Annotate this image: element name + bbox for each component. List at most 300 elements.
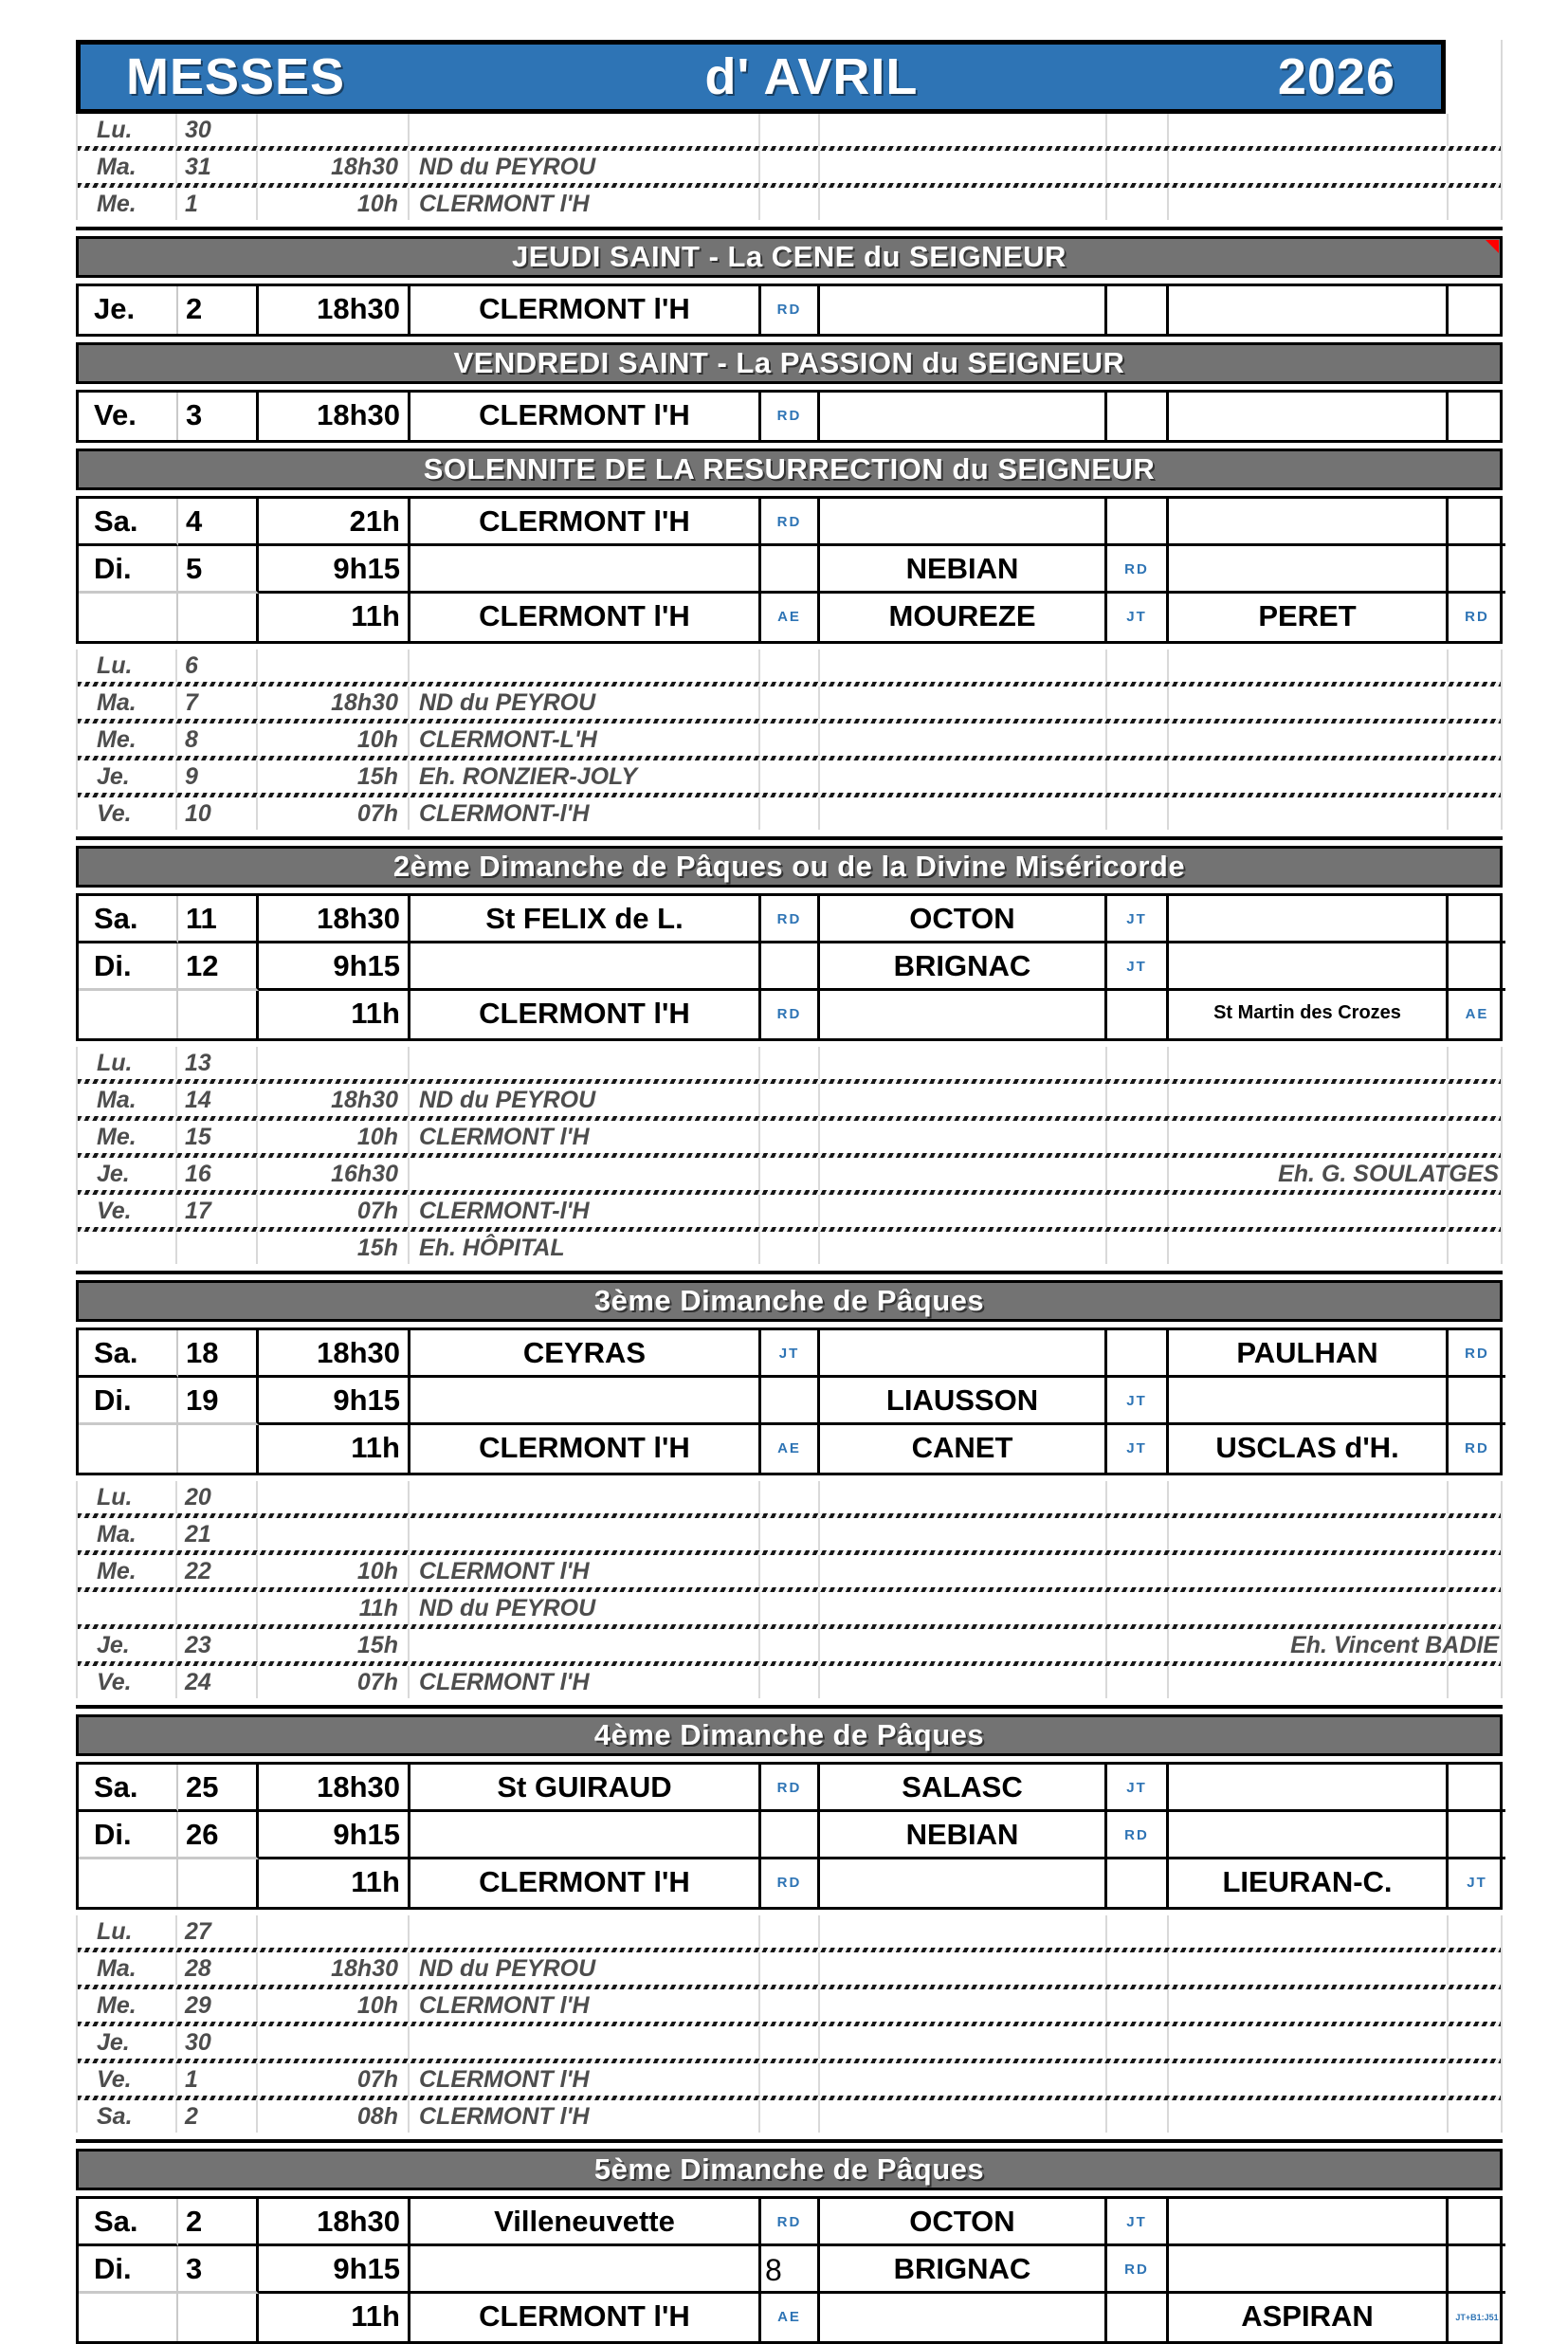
date-cell: 16: [177, 1158, 258, 1190]
mass-row: [79, 393, 1500, 440]
weekday-block: [76, 1915, 1503, 2133]
right-note-cell: [760, 760, 1504, 793]
right-note-cell: [760, 1915, 1504, 1948]
location-cell: [410, 114, 760, 146]
time-cell: 08h: [258, 2100, 410, 2133]
schedule-sections: [76, 114, 1503, 2344]
time-cell: 11h: [259, 1425, 410, 1473]
initials1-cell: 8: [761, 2246, 820, 2294]
initials3-cell: [1449, 499, 1505, 546]
initials1-cell: AE: [761, 594, 820, 641]
location1-cell: St GUIRAUD: [410, 1765, 761, 1812]
initials3-cell: [1449, 1765, 1505, 1812]
weekday-row: [78, 650, 1501, 682]
initials2-cell: [1107, 286, 1169, 334]
time-cell: 11h: [259, 2294, 410, 2341]
initials3-cell: JT+B1:J51: [1455, 2313, 1499, 2322]
mass-row: [79, 1425, 1500, 1473]
date-cell: 13: [177, 1047, 258, 1079]
mass-row: [79, 594, 1500, 641]
location-cell: CLERMONT l'H: [410, 1121, 760, 1153]
day-cell: Me.: [78, 1121, 177, 1153]
time-cell: [258, 1915, 410, 1948]
thick-divider: [76, 1705, 1503, 1709]
date-cell: 17: [177, 1195, 258, 1227]
weekday-row: [78, 1555, 1501, 1587]
day-cell: Ma.: [78, 687, 177, 719]
day-cell: Ma.: [78, 1952, 177, 1985]
weekday-row: [78, 1629, 1501, 1661]
time-cell: 18h30: [259, 1765, 410, 1812]
time-cell: 18h30: [259, 896, 410, 943]
right-note-cell: [760, 1121, 1504, 1153]
time-cell: [258, 1518, 410, 1550]
location1-cell: [410, 1812, 761, 1859]
time-cell: 21h: [259, 499, 410, 546]
location3-cell: [1169, 896, 1449, 943]
location1-cell: [410, 1378, 761, 1425]
location-cell: CLERMONT l'H: [410, 188, 760, 220]
date-cell: 2: [178, 286, 259, 334]
date-cell: 30: [177, 114, 258, 146]
date-cell: 19: [178, 1378, 259, 1425]
location2-cell: MOUREZE: [820, 594, 1107, 641]
initials3-cell: [1449, 1812, 1505, 1859]
initials2-cell: JT: [1107, 1765, 1169, 1812]
time-cell: 18h30: [258, 151, 410, 183]
mass-row: [79, 2294, 1500, 2341]
initials2-cell: JT: [1107, 896, 1169, 943]
weekday-row: [78, 1915, 1501, 1948]
weekday-block: [76, 1481, 1503, 1698]
location3-cell: USCLAS d'H.: [1169, 1425, 1449, 1473]
time-cell: 10h: [258, 723, 410, 756]
date-cell: 15: [177, 1121, 258, 1153]
weekday-row: [78, 151, 1501, 183]
day-cell: Me.: [78, 723, 177, 756]
location1-cell: CEYRAS: [410, 1330, 761, 1378]
location-cell: Eh. RONZIER-JOLY: [410, 760, 760, 793]
time-cell: 10h: [258, 1121, 410, 1153]
right-note-cell: [760, 797, 1504, 830]
right-note-cell: [760, 1666, 1504, 1698]
thick-divider: [76, 227, 1503, 230]
day-cell: [79, 1859, 178, 1907]
day-cell: Sa.: [79, 896, 178, 943]
mass-block: [76, 390, 1503, 443]
time-cell: 07h: [258, 1195, 410, 1227]
mass-row: [79, 546, 1500, 594]
date-cell: [177, 1232, 258, 1264]
initials2-cell: JT: [1107, 1425, 1169, 1473]
location3-cell: [1169, 1765, 1449, 1812]
weekday-block: [76, 650, 1503, 830]
feast-banner-label: SOLENNITE DE LA RESURRECTION du SEIGNEUR: [423, 452, 1156, 485]
day-cell: Ma.: [78, 1518, 177, 1550]
day-cell: Di.: [79, 546, 178, 594]
weekday-row: [78, 1952, 1501, 1985]
mass-row: [79, 499, 1500, 546]
day-cell: Je.: [78, 1629, 177, 1661]
title-side-cell: [1446, 40, 1503, 114]
initials1-cell: RD: [761, 1859, 820, 1907]
day-cell: [79, 991, 178, 1038]
right-note-cell: [760, 1195, 1504, 1227]
day-cell: Lu.: [78, 114, 177, 146]
location1-cell: CLERMONT l'H: [410, 991, 761, 1038]
location1-cell: [410, 546, 761, 594]
date-cell: 20: [177, 1481, 258, 1513]
mass-row: [79, 991, 1500, 1038]
day-cell: Je.: [79, 286, 178, 334]
right-note-cell: [760, 2026, 1504, 2059]
initials2-cell: JT: [1107, 943, 1169, 991]
time-cell: 9h15: [259, 1378, 410, 1425]
initials1-cell: RD: [761, 499, 820, 546]
location1-cell: Villeneuvette: [410, 2199, 761, 2246]
time-cell: 11h: [258, 1592, 410, 1624]
initials2-cell: [1107, 2294, 1169, 2341]
location2-cell: [820, 1330, 1107, 1378]
date-cell: [178, 594, 259, 641]
time-cell: 18h30: [259, 2199, 410, 2246]
initials3-cell: RD: [1449, 1330, 1505, 1378]
location3-cell: [1169, 2246, 1449, 2294]
initials2-cell: [1107, 991, 1169, 1038]
location3-cell: [1169, 943, 1449, 991]
day-cell: Di.: [79, 1812, 178, 1859]
location-cell: ND du PEYROU: [410, 151, 760, 183]
mass-block: [76, 496, 1503, 644]
location2-cell: [820, 499, 1107, 546]
day-cell: Ma.: [78, 151, 177, 183]
weekday-row: [78, 1084, 1501, 1116]
location2-cell: LIAUSSON: [820, 1378, 1107, 1425]
location3-cell: [1169, 2199, 1449, 2246]
weekday-row: [78, 687, 1501, 719]
right-note-cell: [760, 114, 1504, 146]
date-cell: 12: [178, 943, 259, 991]
initials3-cell: [1449, 943, 1505, 991]
mass-row: [79, 943, 1500, 991]
day-cell: [79, 2294, 178, 2341]
initials2-cell: JT: [1107, 594, 1169, 641]
date-cell: [178, 1425, 259, 1473]
weekday-row: [78, 1592, 1501, 1624]
initials3-cell: AE: [1465, 1006, 1489, 1022]
location1-cell: CLERMONT l'H: [410, 594, 761, 641]
date-cell: 21: [177, 1518, 258, 1550]
right-note-cell: [760, 1232, 1504, 1264]
location1-cell: [410, 2246, 761, 2294]
day-cell: Sa.: [78, 2100, 177, 2133]
time-cell: [258, 650, 410, 682]
location3-cell: PAULHAN: [1169, 1330, 1449, 1378]
location3-cell: PERET: [1169, 594, 1449, 641]
date-cell: [178, 991, 259, 1038]
location-cell: CLERMONT l'H: [410, 1555, 760, 1587]
day-cell: Sa.: [79, 1765, 178, 1812]
right-note-cell: [760, 188, 1504, 220]
day-cell: Sa.: [79, 2199, 178, 2246]
day-cell: Ve.: [78, 797, 177, 830]
location-cell: ND du PEYROU: [410, 1952, 760, 1985]
date-cell: 29: [177, 1989, 258, 2022]
location2-cell: SALASC: [820, 1765, 1107, 1812]
title-year: 2026: [1277, 48, 1395, 105]
right-note-cell: [760, 1555, 1504, 1587]
initials1-cell: AE: [761, 1425, 820, 1473]
mass-row: [79, 2246, 1500, 2294]
weekday-row: [78, 188, 1501, 220]
day-cell: Di.: [79, 2246, 178, 2294]
date-cell: 11: [178, 896, 259, 943]
day-cell: Ve.: [78, 1666, 177, 1698]
location3-cell: [1169, 286, 1449, 334]
location2-cell: [820, 1859, 1107, 1907]
initials2-cell: JT: [1107, 1378, 1169, 1425]
feast-banner-label: 2ème Dimanche de Pâques ou de la Divine Miséricorde: [392, 850, 1186, 883]
date-cell: 5: [178, 546, 259, 594]
day-cell: Ma.: [78, 1084, 177, 1116]
time-cell: 15h: [258, 1232, 410, 1264]
day-cell: Me.: [78, 1989, 177, 2022]
time-cell: [258, 1481, 410, 1513]
weekday-row: [78, 797, 1501, 830]
date-cell: 2: [178, 2199, 259, 2246]
time-cell: 11h: [259, 1859, 410, 1907]
location3-cell: [1169, 1378, 1449, 1425]
location2-cell: [820, 2294, 1107, 2341]
location2-cell: [820, 991, 1107, 1038]
mass-row: [79, 2199, 1500, 2246]
right-note-cell: [760, 1989, 1504, 2022]
location-cell: [410, 1915, 760, 1948]
location-cell: [410, 1047, 760, 1079]
right-note-cell: [760, 1047, 1504, 1079]
day-cell: [79, 1425, 178, 1473]
right-note-cell: [760, 650, 1504, 682]
day-cell: Me.: [78, 188, 177, 220]
time-cell: 07h: [258, 2063, 410, 2096]
initials2-cell: RD: [1107, 546, 1169, 594]
feast-banner: [76, 342, 1503, 384]
weekday-row: [78, 2063, 1501, 2096]
date-cell: 1: [177, 188, 258, 220]
date-cell: 14: [177, 1084, 258, 1116]
initials3-cell: [1449, 1378, 1505, 1425]
title-messes: MESSES: [126, 48, 346, 105]
initials3-cell: [1449, 2246, 1505, 2294]
mass-block: [76, 893, 1503, 1041]
time-cell: 16h30: [258, 1158, 410, 1190]
feast-banner: [76, 236, 1503, 278]
location-cell: [410, 1518, 760, 1550]
initials2-cell: [1107, 393, 1169, 440]
right-note-cell: [760, 1084, 1504, 1116]
feast-banner-label: JEUDI SAINT - La CENE du SEIGNEUR: [512, 240, 1067, 273]
right-note-cell: [760, 151, 1504, 183]
location-cell: CLERMONT l'H: [410, 1666, 760, 1698]
weekday-row: [78, 2100, 1501, 2133]
weekday-row: [78, 1666, 1501, 1698]
location1-cell: CLERMONT l'H: [410, 499, 761, 546]
date-cell: 6: [177, 650, 258, 682]
feast-banner: [76, 846, 1503, 888]
right-note-cell: [760, 723, 1504, 756]
initials3-cell: [1449, 896, 1505, 943]
right-note-cell: Eh. G. SOULATGES: [760, 1158, 1504, 1190]
mass-block: [76, 284, 1503, 337]
feast-banner-label: 3ème Dimanche de Pâques: [593, 1284, 985, 1317]
time-cell: 18h30: [259, 1330, 410, 1378]
date-cell: 27: [177, 1915, 258, 1948]
location-cell: CLERMONT-l'H: [410, 797, 760, 830]
title-month: d' AVRIL: [704, 48, 919, 105]
weekday-row: [78, 2026, 1501, 2059]
mass-row: [79, 1812, 1500, 1859]
day-cell: Di.: [79, 1378, 178, 1425]
date-cell: 8: [177, 723, 258, 756]
location-cell: CLERMONT-L'H: [410, 723, 760, 756]
time-cell: 9h15: [259, 2246, 410, 2294]
mass-row: [79, 896, 1500, 943]
day-cell: Lu.: [78, 650, 177, 682]
weekday-row: [78, 1989, 1501, 2022]
feast-banner: [76, 1280, 1503, 1322]
location2-cell: BRIGNAC: [820, 2246, 1107, 2294]
location-cell: [410, 1158, 760, 1190]
time-cell: 18h30: [258, 1952, 410, 1985]
day-cell: Sa.: [79, 499, 178, 546]
location1-cell: CLERMONT l'H: [410, 1425, 761, 1473]
time-cell: 11h: [259, 594, 410, 641]
location-cell: ND du PEYROU: [410, 1084, 760, 1116]
day-cell: Ve.: [78, 1195, 177, 1227]
day-cell: Ve.: [78, 2063, 177, 2096]
feast-banner: [76, 449, 1503, 490]
date-cell: [178, 2294, 259, 2341]
feast-banner: [76, 2149, 1503, 2190]
title-bar: [76, 40, 1446, 114]
initials2-cell: RD: [1107, 2246, 1169, 2294]
time-cell: 18h30: [258, 1084, 410, 1116]
initials2-cell: [1107, 1330, 1169, 1378]
mass-block: [76, 1328, 1503, 1475]
day-cell: Je.: [78, 2026, 177, 2059]
comment-marker-icon: [1486, 240, 1499, 253]
day-cell: Lu.: [78, 1047, 177, 1079]
initials3-cell: [1449, 286, 1505, 334]
location1-cell: CLERMONT l'H: [410, 2294, 761, 2341]
feast-banner-label: 4ème Dimanche de Pâques: [593, 1718, 985, 1751]
mass-row: [79, 1859, 1500, 1907]
time-cell: 9h15: [259, 1812, 410, 1859]
day-cell: Lu.: [78, 1915, 177, 1948]
date-cell: 4: [178, 499, 259, 546]
location1-cell: CLERMONT l'H: [410, 1859, 761, 1907]
date-cell: 18: [178, 1330, 259, 1378]
right-note-cell: [760, 1952, 1504, 1985]
location2-cell: OCTON: [820, 896, 1107, 943]
time-cell: 10h: [258, 1989, 410, 2022]
location2-cell: [820, 393, 1107, 440]
initials1-cell: [761, 1378, 820, 1425]
weekday-block: [76, 114, 1503, 220]
title-row: [76, 40, 1503, 114]
mass-block: [76, 2196, 1503, 2344]
time-cell: 10h: [258, 188, 410, 220]
date-cell: 23: [177, 1629, 258, 1661]
date-cell: 31: [177, 151, 258, 183]
day-cell: [79, 594, 178, 641]
initials1-cell: RD: [761, 393, 820, 440]
location1-cell: CLERMONT l'H: [410, 393, 761, 440]
location1-cell: St FELIX de L.: [410, 896, 761, 943]
right-note-cell: [760, 1518, 1504, 1550]
initials1-cell: [761, 1812, 820, 1859]
mass-row: [79, 286, 1500, 334]
day-cell: Lu.: [78, 1481, 177, 1513]
initials1-cell: [761, 546, 820, 594]
time-cell: [258, 2026, 410, 2059]
feast-banner-label: VENDREDI SAINT - La PASSION du SEIGNEUR: [453, 346, 1125, 379]
location1-cell: [410, 943, 761, 991]
location2-cell: NEBIAN: [820, 546, 1107, 594]
date-cell: 7: [177, 687, 258, 719]
initials3-cell: JT: [1467, 1875, 1487, 1891]
location3-cell: [1169, 546, 1449, 594]
initials2-cell: [1107, 1859, 1169, 1907]
date-cell: 10: [177, 797, 258, 830]
initials1-cell: RD: [761, 896, 820, 943]
location-cell: [410, 650, 760, 682]
date-cell: 1: [177, 2063, 258, 2096]
location-cell: [410, 2026, 760, 2059]
weekday-row: [78, 1121, 1501, 1153]
right-note-cell: Eh. Vincent BADIE: [760, 1629, 1504, 1661]
time-cell: [258, 114, 410, 146]
feast-banner-label: 5ème Dimanche de Pâques: [593, 2152, 985, 2186]
location3-cell: [1169, 1812, 1449, 1859]
date-cell: 25: [178, 1765, 259, 1812]
date-cell: 24: [177, 1666, 258, 1698]
day-cell: Me.: [78, 1555, 177, 1587]
thick-divider: [76, 2139, 1503, 2143]
location-cell: ND du PEYROU: [410, 687, 760, 719]
location2-cell: NEBIAN: [820, 1812, 1107, 1859]
day-cell: Je.: [78, 760, 177, 793]
time-cell: 9h15: [259, 943, 410, 991]
initials3-cell: RD: [1465, 609, 1489, 625]
weekday-row: [78, 1195, 1501, 1227]
location-cell: CLERMONT-l'H: [410, 1195, 760, 1227]
right-note-cell: [760, 687, 1504, 719]
date-cell: 26: [178, 1812, 259, 1859]
location3-cell: [1169, 393, 1449, 440]
location-cell: [410, 1629, 760, 1661]
initials1-cell: [761, 943, 820, 991]
location1-cell: CLERMONT l'H: [410, 286, 761, 334]
time-cell: 18h30: [258, 687, 410, 719]
location-cell: CLERMONT l'H: [410, 1989, 760, 2022]
initials3-cell: [1449, 546, 1505, 594]
weekday-row: [78, 723, 1501, 756]
day-cell: [78, 1592, 177, 1624]
thick-divider: [76, 1271, 1503, 1274]
time-cell: 18h30: [259, 286, 410, 334]
location3-cell: [1169, 499, 1449, 546]
